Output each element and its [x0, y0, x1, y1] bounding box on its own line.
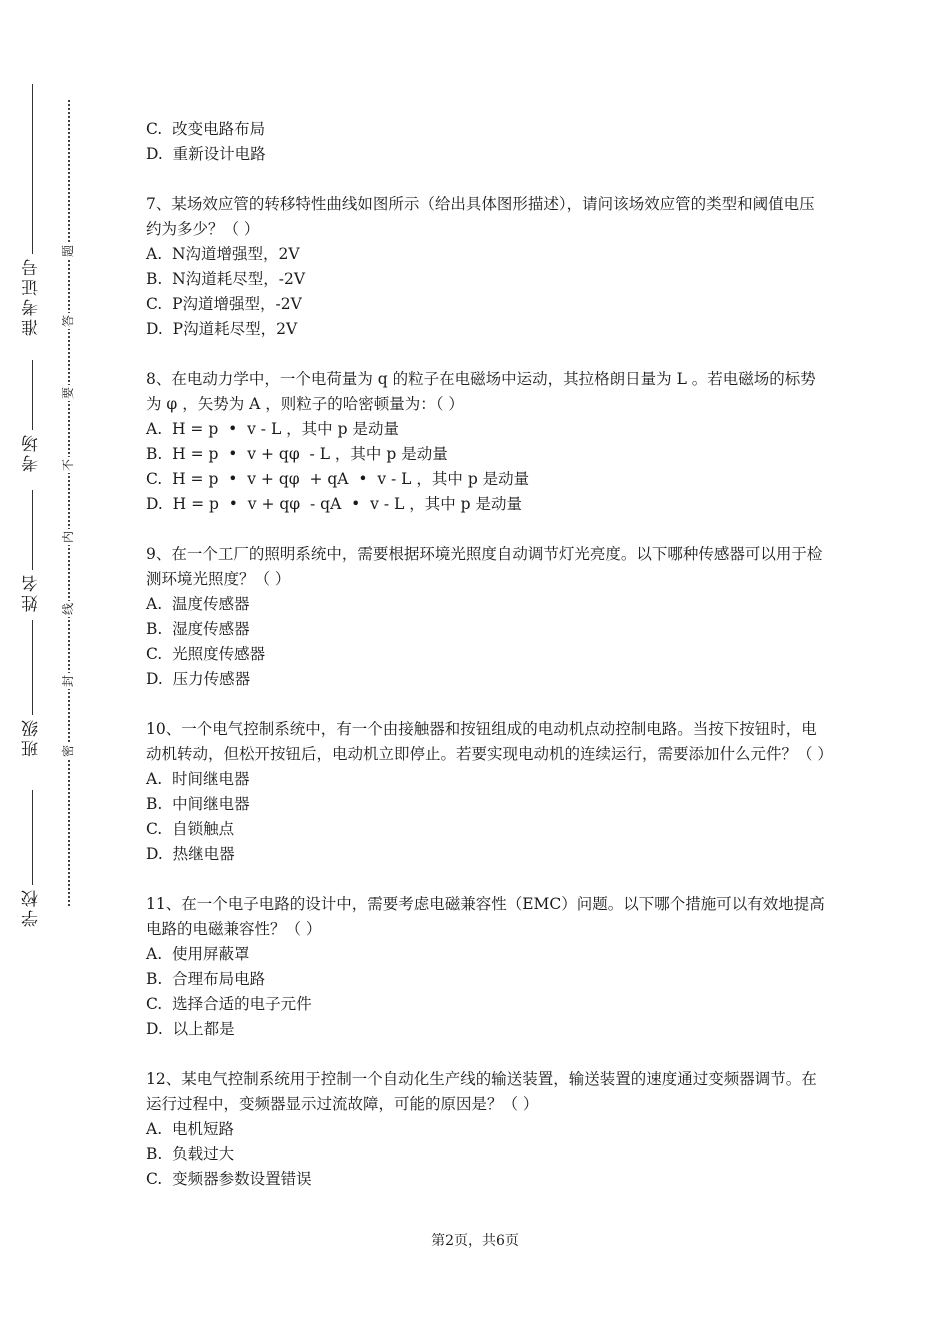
question-stem: 8、在电动力学中，一个电荷量为 q 的粒子在电磁场中运动，其拉格朗日量为 L 。若电磁场的标势为 φ ，矢势为 A ，则粒子的哈密顿量为：（ ） [146, 370, 816, 413]
option: B. 湿度传感器 [146, 620, 250, 638]
option: B. N沟道耗尽型，-2V [146, 270, 306, 288]
option: A. N沟道增强型，2V [146, 245, 300, 263]
option: D. P沟道耗尽型，2V [146, 320, 298, 338]
option: A. 时间继电器 [146, 770, 250, 788]
question-stem: 9、在一个工厂的照明系统中，需要根据环境光照度自动调节灯光亮度。以下哪种传感器可以用于检测环境光照度？（ ） [146, 545, 823, 588]
option: A. H = p • v - L ，其中 p 是动量 [146, 420, 399, 438]
question-8 [146, 367, 826, 517]
option: A. 温度传感器 [146, 595, 250, 613]
option: D. H = p • v + qφ - qA • v - L ，其中 p 是动量 [146, 495, 522, 513]
seal-char: 封 [61, 675, 75, 688]
exam-room-label: 考场 [22, 432, 42, 472]
option: C. 改变电路布局 [146, 120, 266, 138]
option: B. 合理布局电路 [146, 970, 266, 988]
option: C. 光照度传感器 [146, 645, 266, 663]
option: C. H = p • v + qφ + qA • v - L ，其中 p 是动量 [146, 470, 530, 488]
option: C. 自锁触点 [146, 820, 235, 838]
seal-char: 要 [61, 387, 75, 400]
option: B. 负载过大 [146, 1145, 235, 1163]
question-stem: 7、某场效应管的转移特性曲线如图所示（给出具体图形描述），请问该场效应管的类型和阈值电压约为多少？（ ） [146, 195, 815, 238]
option: C. P沟道增强型，-2V [146, 295, 302, 313]
question-list [146, 117, 833, 1192]
option: A. 电机短路 [146, 1120, 234, 1138]
option: C. 变频器参数设置错误 [146, 1170, 312, 1188]
seal-char: 密 [61, 745, 75, 758]
question-stem: 11、在一个电子电路的设计中，需要考虑电磁兼容性（EMC）问题。以下哪个措施可以有效地提高电路的电磁兼容性？（ ） [146, 895, 825, 938]
seal-char: 内 [61, 531, 75, 544]
seal-char: 题 [61, 245, 75, 258]
question-11 [146, 892, 826, 1042]
option: D. 热继电器 [146, 845, 235, 863]
option: B. 中间继电器 [146, 795, 250, 813]
seal-char: 答 [61, 315, 75, 328]
seal-char: 不 [61, 459, 75, 472]
page-footer: 第2页，共6页 [431, 1233, 519, 1249]
name-field [22, 490, 42, 614]
seal-line [68, 100, 70, 906]
class-label: 班级 [22, 717, 42, 757]
seal-char: 线 [61, 603, 75, 616]
question-9 [146, 542, 826, 692]
school-label: 学校 [22, 887, 42, 927]
option: D. 重新设计电路 [146, 145, 266, 163]
option: B. H = p • v + qφ - L ，其中 p 是动量 [146, 445, 448, 463]
exam-id-label: 准考证号 [22, 256, 42, 336]
exam-id-field [22, 84, 42, 338]
name-label: 姓名 [22, 572, 42, 612]
question-stem: 10、一个电气控制系统中，有一个由接触器和按钮组成的电动机点动控制电路。当按下按钮时，电动机转动，但松开按钮后，电动机立即停止。若要实现电动机的连续运行，需要添加什么元件？（ ） [146, 720, 833, 763]
question-stem: 12、某电气控制系统用于控制一个自动化生产线的输送装置，输送装置的速度通过变频器调节。在运行过程中，变频器显示过流故障，可能的原因是？（ ） [146, 1070, 817, 1113]
exam-room-field [22, 360, 42, 474]
option: D. 压力传感器 [146, 670, 251, 688]
question-10 [146, 717, 833, 867]
question-7 [146, 192, 826, 342]
option: D. 以上都是 [146, 1020, 235, 1038]
question-12 [146, 1067, 826, 1192]
binding-margin [0, 0, 120, 1344]
option: A. 使用屏蔽罩 [146, 945, 250, 963]
question-6-continued [146, 117, 826, 167]
school-field [22, 790, 42, 929]
option: C. 选择合适的电子元件 [146, 995, 312, 1013]
class-field [22, 620, 42, 759]
